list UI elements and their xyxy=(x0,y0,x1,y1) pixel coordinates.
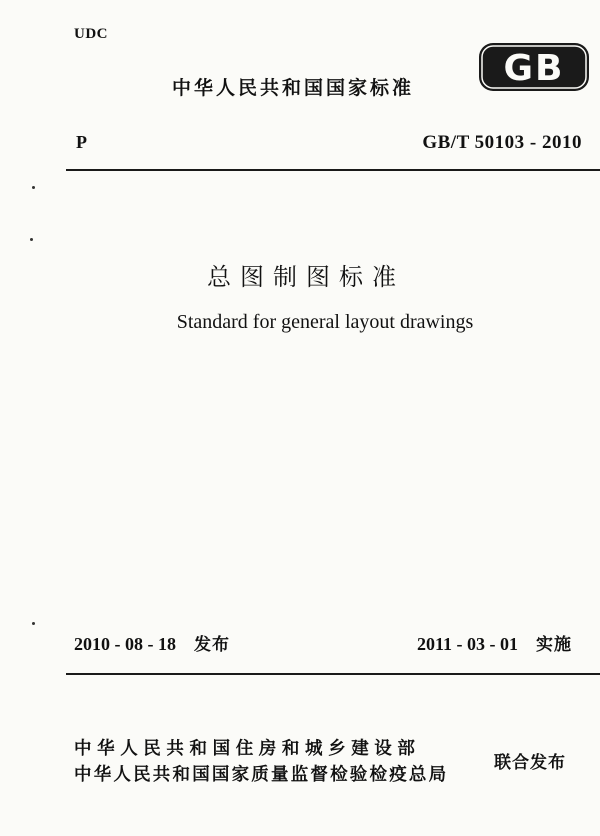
implement-date-line xyxy=(417,630,572,655)
header-divider xyxy=(66,169,600,171)
implement-date: 2011 - 03 - 01 xyxy=(417,634,518,654)
title-english: Standard for general layout drawings xyxy=(176,311,474,333)
issuer-aqsiq: 中华人民共和国国家质量监督检验检疫总局 xyxy=(74,765,449,785)
issuer-ministry-housing: 中华人民共和国住房和城乡建设部 xyxy=(74,739,421,759)
title-chinese: 总图制图标准 xyxy=(207,263,405,291)
scan-speck xyxy=(32,622,35,625)
scan-speck xyxy=(32,186,35,189)
issue-date: 2010 - 08 - 18 xyxy=(74,634,176,654)
standard-number: GB/T 50103 - 2010 xyxy=(422,132,582,153)
implement-label: 实施 xyxy=(536,635,572,655)
joint-issue-label: 联合发布 xyxy=(494,753,566,773)
gb-logo xyxy=(478,42,590,92)
category-code: P xyxy=(76,132,87,152)
issue-label: 发布 xyxy=(194,635,230,655)
udc-label: UDC xyxy=(74,26,108,42)
footer-divider xyxy=(66,673,600,675)
scan-speck xyxy=(30,238,33,241)
gb-logo-text: GB xyxy=(503,48,565,89)
national-standard-heading: 中华人民共和国国家标准 xyxy=(172,77,415,99)
issue-date-line xyxy=(74,630,230,655)
